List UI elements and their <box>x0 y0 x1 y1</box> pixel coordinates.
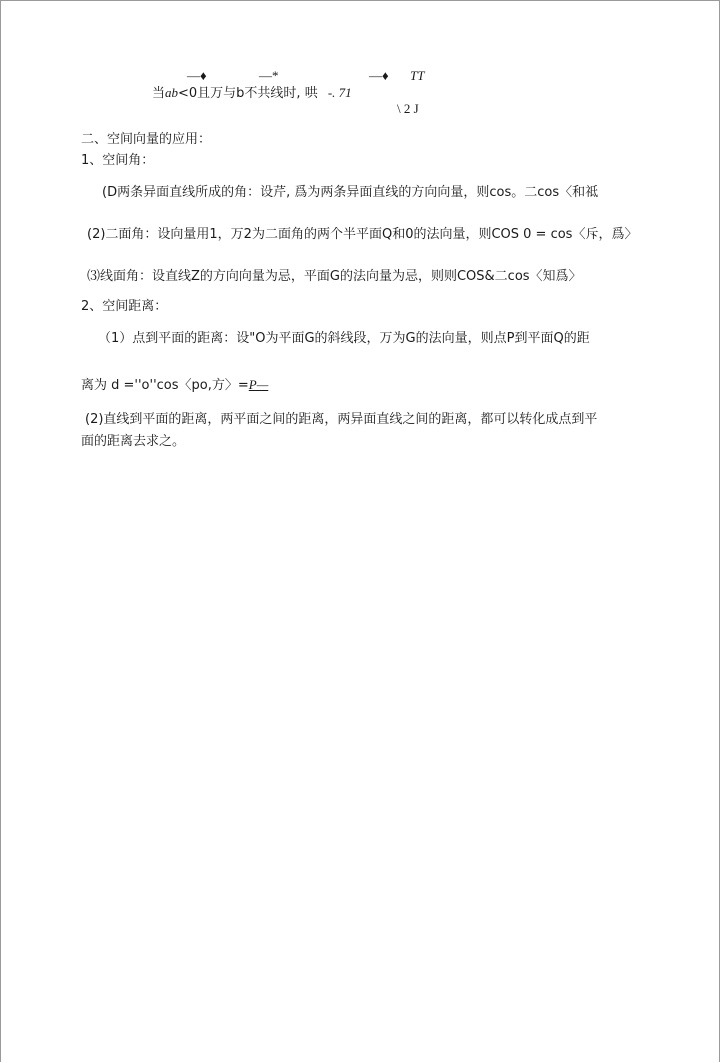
subsection-space-angle: 1、空间角： <box>81 153 155 168</box>
vector-arrow-2: —* <box>259 68 279 83</box>
distance-formula-fraction: P— <box>248 377 269 392</box>
distance-formula <box>81 377 268 394</box>
formula-bracket: \ 2 J <box>397 101 419 116</box>
condition-prefix: 当 <box>152 86 166 101</box>
vector-arrow-3: —♦ <box>369 68 389 83</box>
angle-item-3: ⑶线面角：设直线Z的方向向量为忌，平面G的法向量为忌，则则COS&二cos〈知爲〉 <box>87 269 582 284</box>
condition-rest: <0且万与b不共线时, 哄 <box>178 86 318 101</box>
condition-line <box>152 85 352 102</box>
distance-item-1: （1）点到平面的距离：设"O为平面G的斜线段，万为G的法向量，则点P到平面Q的距 <box>98 331 590 346</box>
angle-item-1: (D两条异面直线所成的角：设芹, 爲为两条异面直线的方向向量，则cos。二cos〈和祗 <box>102 185 599 200</box>
section-heading: 二、空间向量的应用： <box>81 132 212 147</box>
vector-arrow-1: —♦ <box>187 68 207 83</box>
angle-item-2: (2)二面角：设向量用1，万2为二面角的两个半平面Q和0的法向量，则COS 0 = cos〈斥，爲〉 <box>87 227 638 242</box>
distance-item-2: (2)直线到平面的距离，两平面之间的距离，两异面直线之间的距离，都可以转化成点到平 <box>85 412 598 427</box>
subsection-space-distance: 2、空间距离： <box>81 299 168 314</box>
formula-tt: TT <box>410 68 425 83</box>
condition-tail: -. 71 <box>327 85 352 100</box>
condition-ab: ab <box>165 85 179 100</box>
distance-item-2-cont: 面的距离去求之。 <box>81 434 186 449</box>
distance-formula-text: 离为 d =''o''cos〈po,方〉= <box>81 378 249 393</box>
